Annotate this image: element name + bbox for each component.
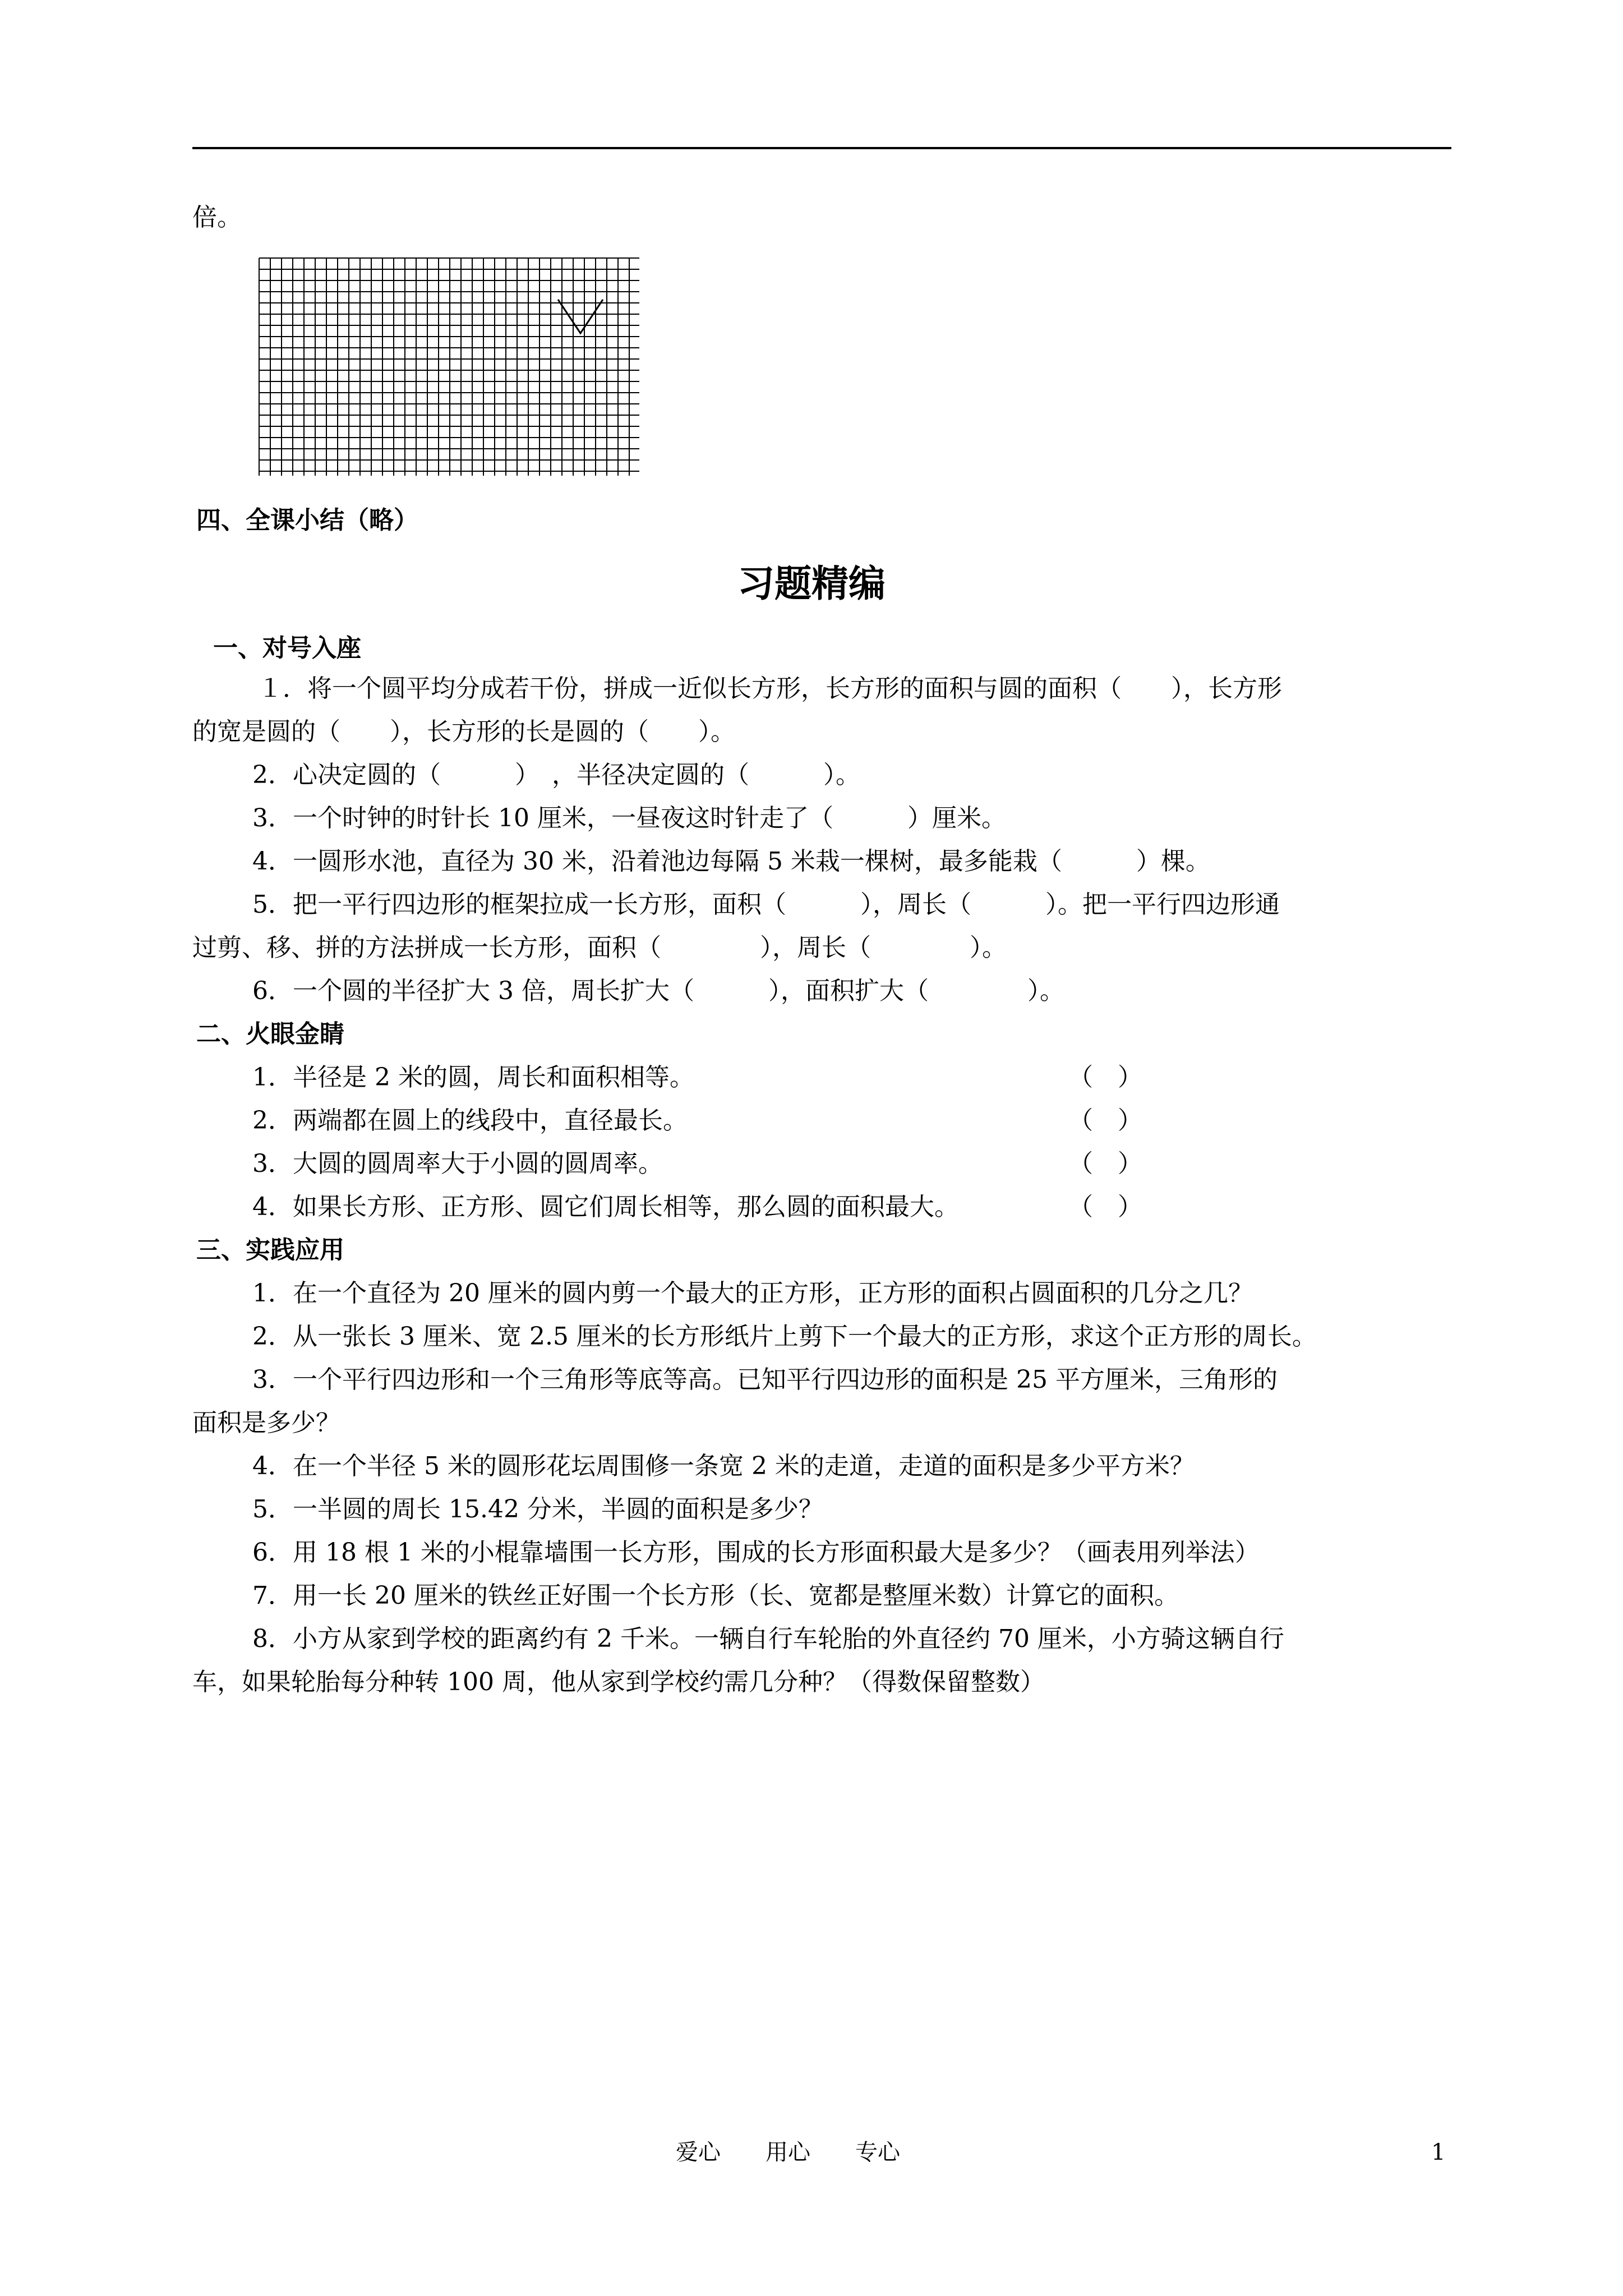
problem-line: 5．一半圆的周长 15.42 分米，半圆的面积是多少？ (252, 1495, 823, 1524)
part1-line: 的宽是圆的（ ），长方形的长是圆的（ ）。 (192, 717, 735, 746)
continuation-text: 倍。 (192, 203, 242, 232)
problem-line: 7．用一长 20 厘米的铁丝正好围一个长方形（长、宽都是整厘米数）计算它的面积。 (252, 1581, 1179, 1610)
part1-line: 4．一圆形水池，直径为 30 米，沿着池边每隔 5 米栽一棵树，最多能栽（ ）棵。 (252, 847, 1210, 876)
footer-motto: 爱心 用心 专心 (676, 2139, 900, 2165)
problem-line: 车，如果轮胎每分种转 100 周，他从家到学校约需几分种？（得数保留整数） (192, 1668, 1045, 1696)
part1-line: 3．一个时钟的时针长 10 厘米，一昼夜这时针走了（ ）厘米。 (252, 804, 1006, 832)
page-title: 习题精编 (737, 562, 886, 605)
problem-line: 1．在一个直径为 20 厘米的圆内剪一个最大的正方形，正方形的面积占圆面积的几分之几？ (252, 1279, 1253, 1308)
problem-line: 2．从一张长 3 厘米、宽 2.5 厘米的长方形纸片上剪下一个最大的正方形，求这个正方形的周长。 (252, 1322, 1317, 1351)
judge-item: 3．大圆的圆周率大于小圆的圆周率。 (252, 1149, 663, 1178)
part1-line: １．将一个圆平均分成若干份，拼成一近似长方形，长方形的面积与圆的面积（ ），长方形 (258, 674, 1282, 703)
part1-heading: 一、对号入座 (213, 634, 361, 662)
problem-line: 6．用 18 根 1 米的小棍靠墙围一长方形，围成的长方形面积最大是多少？（画表用列举法） (252, 1538, 1260, 1567)
problem-line: 4．在一个半径 5 米的圆形花坛周围修一条宽 2 米的走道，走道的面积是多少平方米？ (252, 1452, 1195, 1480)
answer-parentheses: （ ） (1068, 1149, 1142, 1178)
answer-parentheses: （ ） (1068, 1063, 1142, 1092)
header-rule (192, 147, 1451, 149)
judge-item: 2．两端都在圆上的线段中，直径最长。 (252, 1106, 688, 1135)
problem-line: 面积是多少？ (192, 1409, 340, 1437)
part1-line: 过剪、移、拼的方法拼成一长方形，面积（ ），周长（ ）。 (192, 933, 1007, 962)
part2-heading: 二、火眼金睛 (196, 1020, 344, 1048)
answer-parentheses: （ ） (1068, 1106, 1142, 1135)
page-number: 1 (1431, 2139, 1446, 2165)
judge-item: 4．如果长方形、正方形、圆它们周长相等，那么圆的面积最大。 (252, 1193, 959, 1221)
problem-line: 3．一个平行四边形和一个三角形等底等高。已知平行四边形的面积是 25 平方厘米，三角形的 (252, 1365, 1278, 1394)
part1-line: 2．心决定圆的（ ） ，半径决定圆的（ ）。 (252, 761, 860, 789)
answer-parentheses: （ ） (1068, 1193, 1142, 1221)
problem-line: 8．小方从家到学校的距离约有 2 千米。一辆自行车轮胎的外直径约 70 厘米，小方骑这辆自行 (252, 1625, 1284, 1653)
part1-line: 6．一个圆的半径扩大 3 倍，周长扩大（ ），面积扩大（ ）。 (252, 977, 1064, 1005)
section4-heading: 四、全课小结（略） (196, 506, 418, 535)
grid-figure (258, 257, 639, 476)
part1-line: 5．把一平行四边形的框架拉成一长方形，面积（ ），周长（ ）。把一平行四边形通 (252, 890, 1280, 919)
part3-heading: 三、实践应用 (196, 1236, 344, 1264)
judge-item: 1．半径是 2 米的圆，周长和面积相等。 (252, 1063, 694, 1092)
